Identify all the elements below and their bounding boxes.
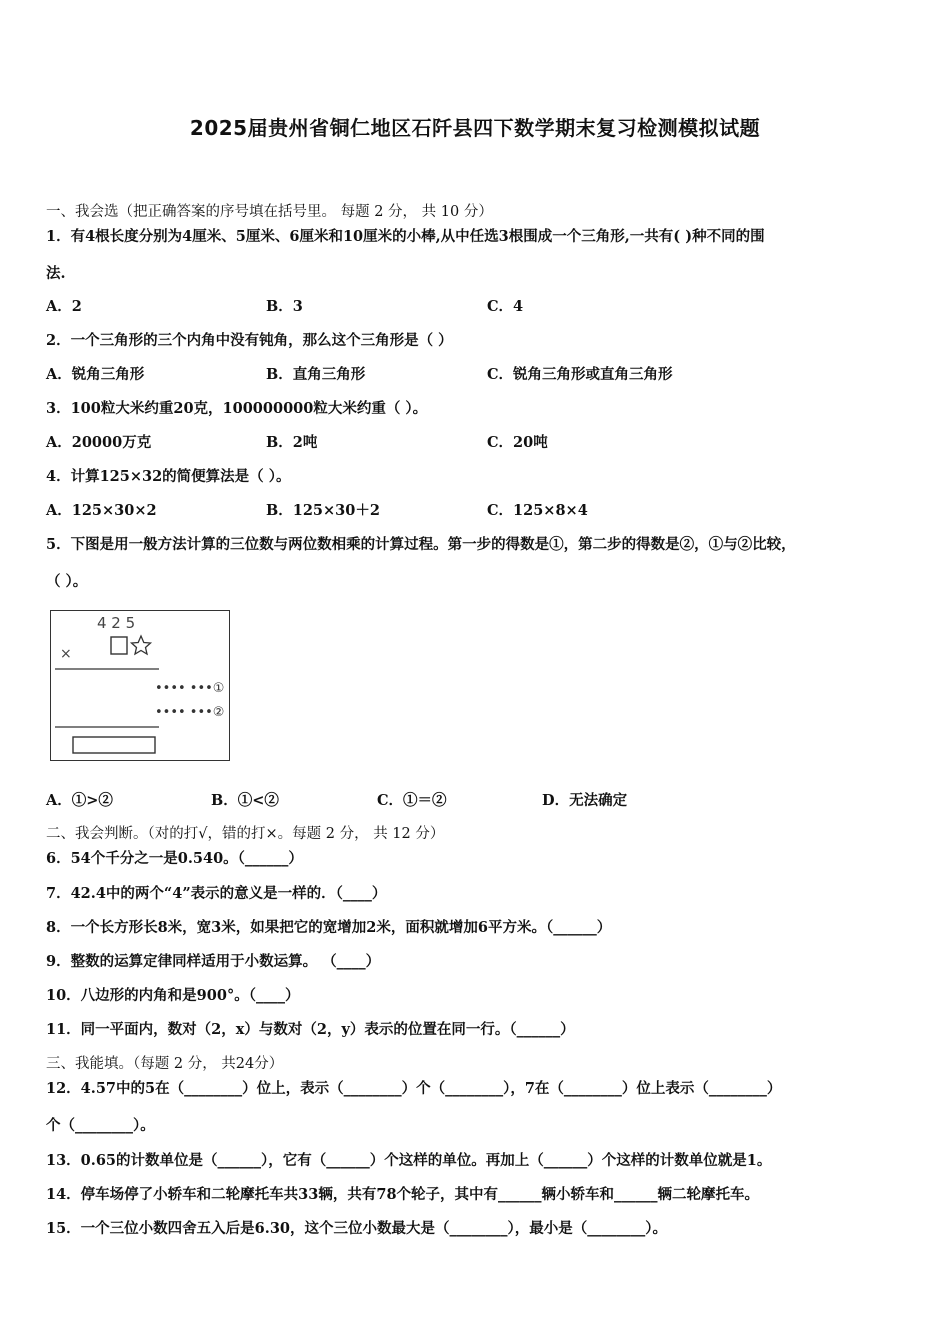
q3-option-c: C．20吨 [487, 434, 548, 451]
question-15: 15．一个三位小数四舍五入后是6.30，这个三位小数最大是（________），最小是（________）。 [46, 1220, 667, 1237]
question-12: 12．4.57中的5在（________）位上，表示（________）个（________），7在（________）位上表示（________） [46, 1080, 782, 1097]
question-14: 14．停车场停了小轿车和二轮摩托车共33辆，共有78个轮子，其中有______辆小轿车和______辆二轮摩托车。 [46, 1186, 760, 1203]
question-3: 3．100粒大米约重20克，100000000粒大米约重（ ）。 [46, 400, 428, 417]
q2-option-c: C．锐角三角形或直角三角形 [487, 366, 673, 383]
step-1-label: •••• •••① [155, 681, 225, 696]
question-2: 2．一个三角形的三个内角中没有钝角，那么这个三角形是（ ） [46, 332, 453, 349]
question-11: 11．同一平面内，数对（2，x）与数对（2，y）表示的位置在同一行。（______） [46, 1021, 575, 1038]
step-2-label: •••• •••② [155, 705, 225, 720]
result-box [73, 737, 155, 753]
figure-number: 4 2 5 [97, 614, 136, 632]
section-heading-2: 二、我会判断。（对的打√，错的打×。每题 2 分， 共 12 分） [46, 826, 445, 842]
question-10: 10．八边形的内角和是900°。（____） [46, 987, 300, 1004]
question-1: 1．有4根长度分别为4厘米、5厘米、6厘米和10厘米的小棒,从中任选3根围成一个三角形,一共有( )种不同的围 [46, 228, 765, 245]
q3-option-a: A．20000万克 [46, 434, 152, 451]
q3-option-b: B．2吨 [266, 434, 318, 451]
q2-option-b: B．直角三角形 [266, 366, 366, 383]
q4-option-b: B．125×30＋2 [266, 502, 380, 519]
question-9: 9．整数的运算定律同样适用于小数运算。 （____） [46, 953, 381, 970]
question-7: 7．42.4中的两个“4”表示的意义是一样的．（____） [46, 885, 387, 902]
star-icon [132, 636, 151, 654]
q5-option-b: B．①<② [211, 792, 279, 809]
q5-option-a: A．①>② [46, 792, 113, 809]
section-heading-1: 一、我会选（把正确答案的序号填在括号里。 每题 2 分， 共 10 分） [46, 204, 493, 220]
question-5: 5．下图是用一般方法计算的三位数与两位数相乘的计算过程。第一步的得数是①，第二步的得数是②，①与②比较， [46, 536, 796, 553]
question-5-cont: （ ）。 [46, 573, 88, 590]
q1-option-c: C．4 [487, 298, 524, 315]
q5-option-c: C．①＝② [377, 792, 447, 809]
times-sign: × [60, 646, 72, 662]
q2-option-a: A．锐角三角形 [46, 366, 145, 383]
q1-option-b: B．3 [266, 298, 303, 315]
question-13: 13．0.65的计数单位是（______），它有（______）个这样的单位。再加上（______）个这样的计数单位就是1。 [46, 1152, 772, 1169]
q4-option-a: A．125×30×2 [46, 502, 157, 519]
page-title: 2025届贵州省铜仁地区石阡县四下数学期末复习检测模拟试题 [189, 116, 761, 140]
multiplication-figure [50, 610, 230, 761]
q5-option-d: D．无法确定 [542, 792, 628, 809]
question-8: 8．一个长方形长8米，宽3米，如果把它的宽增加2米，面积就增加6平方米。（______） [46, 919, 612, 936]
question-4: 4．计算125×32的简便算法是（ ）。 [46, 468, 291, 485]
q4-option-c: C．125×8×4 [487, 502, 588, 519]
question-6: 6．54个千分之一是0.540。（______） [46, 850, 303, 867]
q1-option-a: A．2 [46, 298, 82, 315]
question-12-cont: 个（________）。 [46, 1117, 155, 1134]
question-1-cont: 法. [46, 265, 66, 282]
section-heading-3: 三、我能填。（每题 2 分， 共24分） [46, 1056, 284, 1072]
square-placeholder [111, 637, 127, 654]
